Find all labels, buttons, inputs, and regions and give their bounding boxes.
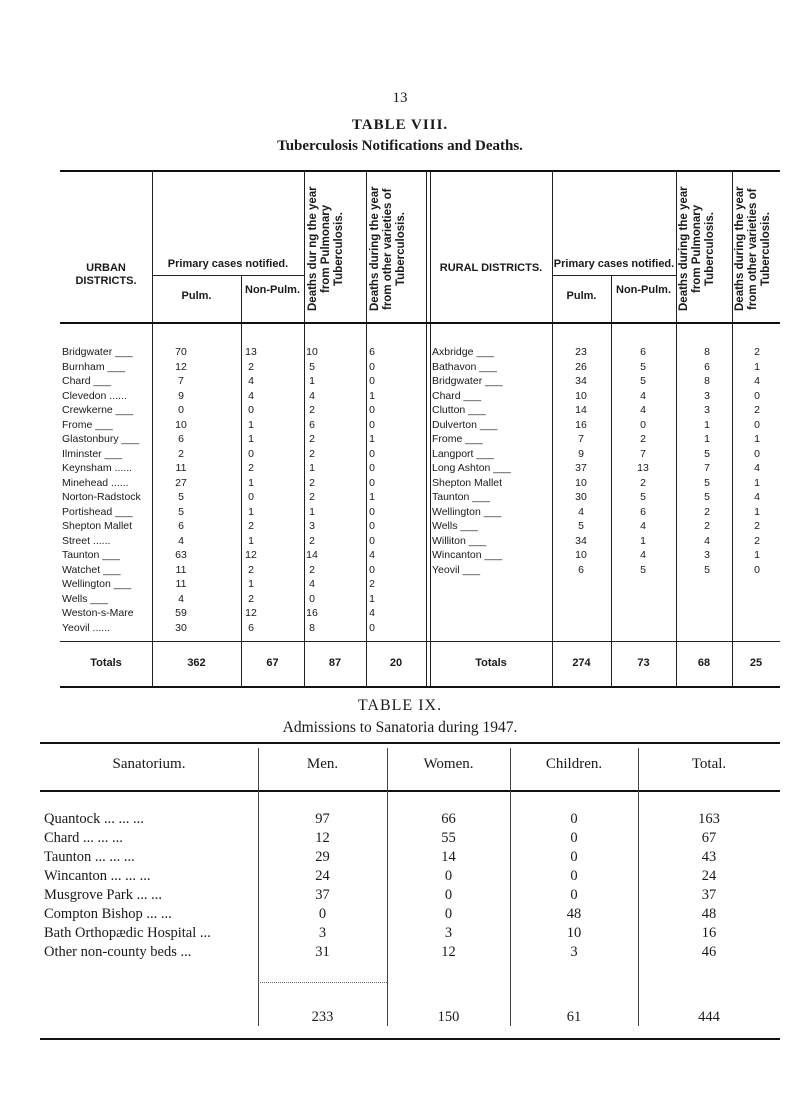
sanatorium-name: Taunton ... ... ... — [44, 849, 135, 865]
table-row — [40, 810, 780, 828]
urban-pulm: 5 — [178, 505, 184, 518]
rural-pulm: 37 — [575, 462, 587, 474]
urban-deaths-pulm: 2 — [309, 563, 315, 576]
rural-nonpulm: 5 — [640, 563, 646, 576]
rural-nonpulm: 0 — [640, 418, 646, 431]
children-count: 0 — [570, 830, 578, 846]
urban-pulm: 63 — [175, 549, 187, 561]
rural-district-name: Dulverton ___ — [432, 418, 498, 431]
rural-deaths-pulm: 1 — [704, 418, 710, 431]
urban-pulm: 2 — [178, 447, 184, 460]
rural-deaths-other: 4 — [754, 375, 760, 387]
urban-pulm: 4 — [178, 534, 184, 547]
urban-deaths-pulm: 10 — [306, 346, 318, 358]
table-row — [60, 622, 780, 634]
table-row — [60, 593, 780, 605]
table9-subtitle: Admissions to Sanatoria during 1947. — [282, 719, 518, 736]
urban-pulm: 6 — [178, 433, 184, 445]
total-deaths-other-left: 20 — [389, 657, 403, 669]
urban-nonpulm: 1 — [248, 418, 254, 431]
urban-deaths-other: 1 — [369, 491, 375, 503]
rural-deaths-other: 0 — [754, 389, 760, 402]
rural-deaths-other: 1 — [754, 360, 760, 373]
rural-deaths-other: 1 — [754, 476, 760, 489]
children-count: 0 — [570, 811, 578, 827]
urban-nonpulm: 2 — [248, 462, 254, 474]
urban-deaths-other: 4 — [369, 607, 375, 619]
total-men: 233 — [311, 1009, 334, 1025]
table-row — [40, 924, 780, 942]
urban-pulm: 10 — [175, 418, 187, 431]
rural-pulm: 5 — [578, 520, 584, 532]
urban-district-name: Minehead ...... — [62, 476, 129, 489]
men-count: 0 — [318, 906, 327, 922]
deaths-other-header-left: Deaths during the year from other varieties of Tuberculosis. — [369, 186, 407, 312]
rural-deaths-pulm: 8 — [704, 346, 710, 358]
nonpulm-header-right: Non-Pulm. — [616, 284, 671, 296]
rural-nonpulm: 4 — [640, 404, 646, 416]
table-row — [60, 375, 780, 387]
urban-deaths-pulm: 1 — [309, 505, 315, 518]
urban-nonpulm: 4 — [248, 375, 254, 387]
children-count: 0 — [570, 868, 578, 884]
rural-deaths-other: 0 — [754, 418, 760, 431]
rural-pulm: 26 — [575, 360, 587, 373]
table-row — [60, 390, 780, 402]
urban-district-name: Chard ___ — [62, 375, 112, 387]
rural-deaths-pulm: 2 — [704, 520, 710, 532]
urban-nonpulm: 0 — [248, 491, 254, 503]
pulm-header-right: Pulm. — [566, 290, 597, 302]
rural-pulm: 16 — [575, 418, 587, 431]
rural-nonpulm: 5 — [640, 491, 646, 503]
table-row — [60, 477, 780, 489]
row-total: 48 — [701, 906, 717, 922]
urban-pulm: 7 — [178, 375, 184, 387]
urban-deaths-other: 0 — [369, 404, 375, 416]
rural-district-name: Frome ___ — [432, 433, 483, 445]
table-row — [60, 419, 780, 431]
table-row — [40, 886, 780, 904]
urban-deaths-pulm: 4 — [309, 578, 315, 590]
urban-nonpulm: 2 — [248, 520, 254, 532]
women-count: 3 — [444, 925, 453, 941]
table-row — [60, 491, 780, 503]
urban-district-name: Keynsham ...... — [62, 462, 133, 474]
rural-pulm: 34 — [575, 534, 587, 547]
total-pulm-right: 274 — [572, 657, 591, 669]
table-row — [40, 943, 780, 961]
urban-deaths-other: 0 — [369, 534, 375, 547]
urban-deaths-pulm: 2 — [309, 534, 315, 547]
urban-nonpulm: 2 — [248, 592, 254, 605]
rural-deaths-pulm: 5 — [704, 447, 710, 460]
deaths-pulm-header-left: Deaths dur ng the year from Pulmonary Tuberculosis. — [307, 186, 345, 312]
urban-deaths-other: 2 — [369, 578, 375, 590]
urban-deaths-pulm: 5 — [309, 360, 315, 373]
table-row — [60, 361, 780, 373]
urban-deaths-other: 6 — [369, 346, 375, 358]
rural-deaths-other: 2 — [754, 534, 760, 547]
rural-district-name: Yeovil ___ — [432, 563, 481, 576]
sanatorium-name: Quantock ... ... ... — [44, 811, 144, 827]
urban-district-name: Wells ___ — [62, 592, 108, 605]
divider — [152, 275, 304, 276]
urban-district-name: Burnham ___ — [62, 360, 126, 373]
urban-pulm: 11 — [175, 462, 187, 474]
urban-district-name: Weston-s-Mare — [62, 607, 134, 619]
urban-deaths-other: 0 — [369, 447, 375, 460]
divider — [40, 790, 780, 792]
urban-deaths-other: 1 — [369, 433, 375, 445]
children-count: 0 — [570, 887, 578, 903]
rural-district-name: Williton ___ — [432, 534, 487, 547]
sanatorium-name: Other non-county beds ... — [44, 944, 192, 960]
rural-pulm: 30 — [575, 491, 587, 503]
table-row — [60, 506, 780, 518]
children-count: 48 — [566, 906, 582, 922]
row-total: 46 — [701, 944, 717, 960]
primary-cases-header-left: Primary cases notified. — [167, 258, 289, 270]
urban-nonpulm: 1 — [248, 578, 254, 590]
totals-label-right: Totals — [475, 657, 507, 669]
urban-district-name: Crewkerne ___ — [62, 404, 134, 416]
men-count: 31 — [315, 944, 330, 960]
urban-district-name: Wellington ___ — [62, 578, 132, 590]
total-women: 150 — [437, 1009, 460, 1025]
rural-deaths-other: 1 — [754, 433, 760, 445]
urban-deaths-pulm: 2 — [309, 404, 315, 416]
rural-deaths-other: 0 — [754, 447, 760, 460]
urban-pulm: 12 — [175, 360, 187, 373]
urban-nonpulm: 12 — [245, 607, 257, 619]
rural-deaths-pulm: 5 — [704, 491, 710, 503]
men-count: 29 — [315, 849, 330, 865]
urban-nonpulm: 6 — [248, 621, 254, 634]
rural-nonpulm: 5 — [640, 360, 646, 373]
rural-deaths-pulm: 7 — [704, 462, 710, 474]
urban-deaths-pulm: 14 — [306, 549, 318, 561]
page-number: 13 — [392, 90, 408, 106]
urban-deaths-other: 0 — [369, 505, 375, 518]
sanatorium-name: Bath Orthopædic Hospital ... — [44, 925, 211, 941]
table9-title: TABLE IX. — [357, 697, 443, 714]
urban-nonpulm: 0 — [248, 447, 254, 460]
urban-district-name: Yeovil ...... — [62, 621, 111, 634]
rural-deaths-other: 2 — [754, 520, 760, 532]
row-total: 163 — [698, 811, 720, 827]
rural-districts-header: RURAL DISTRICTS. — [439, 262, 543, 274]
rural-nonpulm: 6 — [640, 505, 646, 518]
urban-district-name: Ilminster ___ — [62, 447, 123, 460]
rural-deaths-pulm: 8 — [704, 375, 710, 387]
rural-nonpulm: 4 — [640, 389, 646, 402]
total-deaths-pulm-left: 87 — [328, 657, 342, 669]
urban-nonpulm: 1 — [248, 505, 254, 518]
children-header: Children. — [545, 756, 603, 772]
urban-district-name: Portishead ___ — [62, 505, 133, 518]
row-total: 24 — [701, 868, 717, 884]
total-deaths-other-right: 25 — [749, 657, 763, 669]
rural-pulm: 6 — [578, 563, 584, 576]
urban-pulm: 11 — [175, 578, 187, 590]
urban-deaths-pulm: 0 — [309, 592, 315, 605]
rural-deaths-other: 0 — [754, 563, 760, 576]
rural-deaths-other: 1 — [754, 505, 760, 518]
rural-deaths-pulm: 6 — [704, 360, 710, 373]
urban-nonpulm: 1 — [248, 534, 254, 547]
rural-pulm: 10 — [575, 389, 587, 402]
men-count: 37 — [315, 887, 330, 903]
urban-pulm: 6 — [178, 520, 184, 532]
row-total: 67 — [701, 830, 717, 846]
rural-district-name: Chard ___ — [432, 389, 482, 402]
row-total: 37 — [701, 887, 717, 903]
urban-nonpulm: 1 — [248, 476, 254, 489]
rural-nonpulm: 2 — [640, 433, 646, 445]
rural-pulm: 10 — [575, 476, 587, 489]
urban-nonpulm: 13 — [245, 346, 257, 358]
men-header: Men. — [306, 756, 339, 772]
rural-district-name: Wells ___ — [432, 520, 478, 532]
sanatorium-header: Sanatorium. — [112, 756, 186, 772]
rural-deaths-pulm: 4 — [704, 534, 710, 547]
men-count: 97 — [315, 811, 330, 827]
urban-deaths-other: 0 — [369, 418, 375, 431]
urban-deaths-pulm: 6 — [309, 418, 315, 431]
table-row — [40, 829, 780, 847]
row-total: 43 — [701, 849, 717, 865]
rural-pulm: 34 — [575, 375, 587, 387]
deaths-other-header-right: Deaths during the year from other varieties of Tuberculosis. — [734, 186, 772, 312]
table-row — [60, 448, 780, 460]
rural-district-name: Taunton ___ — [432, 491, 490, 503]
urban-deaths-pulm: 2 — [309, 447, 315, 460]
urban-deaths-other: 1 — [369, 389, 375, 402]
urban-deaths-other: 4 — [369, 549, 375, 561]
sanatorium-name: Compton Bishop ... ... — [44, 906, 172, 922]
urban-nonpulm: 0 — [248, 404, 254, 416]
urban-district-name: Clevedon ...... — [62, 389, 127, 402]
table-row — [60, 346, 780, 358]
urban-pulm: 11 — [175, 563, 187, 576]
rural-pulm: 10 — [575, 549, 587, 561]
rural-nonpulm: 7 — [640, 447, 646, 460]
men-count: 24 — [315, 868, 330, 884]
grand-total: 444 — [698, 1009, 720, 1025]
urban-deaths-other: 0 — [369, 520, 375, 532]
table-row — [40, 848, 780, 866]
table-row — [60, 404, 780, 416]
sanatorium-name: Musgrove Park ... ... — [44, 887, 163, 903]
urban-districts-header: URBAN DISTRICTS. — [75, 262, 137, 287]
urban-nonpulm: 2 — [248, 563, 254, 576]
table8-title: TABLE VIII. — [351, 117, 449, 133]
urban-pulm: 30 — [175, 621, 187, 634]
children-count: 10 — [566, 925, 582, 941]
urban-pulm: 5 — [178, 491, 184, 503]
rural-pulm: 7 — [578, 433, 584, 445]
table-row — [40, 867, 780, 885]
urban-deaths-other: 1 — [369, 592, 375, 605]
rural-nonpulm: 5 — [640, 375, 646, 387]
nonpulm-header-left: Non-Pulm. — [245, 284, 300, 296]
total-pulm-left: 362 — [187, 657, 206, 669]
rural-pulm: 14 — [575, 404, 587, 416]
divider — [40, 1038, 780, 1040]
pulm-header-left: Pulm. — [181, 290, 212, 302]
children-count: 3 — [570, 944, 578, 960]
urban-deaths-other: 0 — [369, 476, 375, 489]
men-count: 3 — [318, 925, 327, 941]
urban-district-name: Bridgwater ___ — [62, 346, 133, 358]
rural-nonpulm: 13 — [637, 462, 649, 474]
table8-subtitle: Tuberculosis Notifications and Deaths. — [277, 138, 523, 154]
urban-pulm: 27 — [175, 476, 187, 489]
rural-nonpulm: 2 — [640, 476, 646, 489]
table9-totals-row — [40, 1008, 780, 1026]
table-row — [60, 462, 780, 474]
urban-deaths-other: 0 — [369, 462, 375, 474]
urban-deaths-pulm: 3 — [309, 520, 315, 532]
table-row — [60, 520, 780, 532]
women-count: 0 — [444, 906, 453, 922]
urban-deaths-pulm: 2 — [309, 476, 315, 489]
urban-pulm: 70 — [175, 346, 187, 358]
rural-pulm: 9 — [578, 447, 584, 460]
children-count: 0 — [570, 849, 578, 865]
women-count: 0 — [444, 868, 453, 884]
rural-district-name: Shepton Mallet — [432, 476, 503, 489]
table-row — [60, 564, 780, 576]
rural-deaths-pulm: 2 — [704, 505, 710, 518]
rural-nonpulm: 6 — [640, 346, 646, 358]
rural-district-name: Axbridge ___ — [432, 346, 494, 358]
rural-deaths-pulm: 1 — [704, 433, 710, 445]
totals-label-left: Totals — [90, 657, 122, 669]
urban-deaths-pulm: 8 — [309, 621, 315, 634]
women-header: Women. — [423, 756, 474, 772]
rural-nonpulm: 4 — [640, 520, 646, 532]
urban-deaths-other: 0 — [369, 563, 375, 576]
urban-pulm: 4 — [178, 592, 184, 605]
sanatorium-name: Chard ... ... ... — [44, 830, 123, 846]
rural-district-name: Langport ___ — [432, 447, 494, 460]
rural-deaths-pulm: 3 — [704, 404, 710, 416]
table-row — [40, 905, 780, 923]
rural-district-name: Wincanton ___ — [432, 549, 503, 561]
urban-nonpulm: 2 — [248, 360, 254, 373]
rural-district-name: Wellington ___ — [432, 505, 502, 518]
rural-deaths-other: 2 — [754, 404, 760, 416]
men-count: 12 — [315, 830, 330, 846]
urban-district-name: Norton-Radstock — [62, 491, 141, 503]
women-count: 0 — [444, 887, 453, 903]
urban-pulm: 0 — [178, 404, 184, 416]
women-count: 14 — [441, 849, 456, 865]
rural-pulm: 4 — [578, 505, 584, 518]
urban-deaths-pulm: 1 — [309, 375, 315, 387]
women-count: 55 — [441, 830, 456, 846]
primary-cases-header-right: Primary cases notified. — [553, 258, 675, 270]
urban-deaths-other: 0 — [369, 375, 375, 387]
rural-deaths-pulm: 5 — [704, 563, 710, 576]
total-nonpulm-left: 67 — [266, 657, 279, 669]
table-row — [60, 549, 780, 561]
divider — [258, 982, 387, 983]
divider — [60, 641, 780, 642]
urban-deaths-pulm: 16 — [306, 607, 318, 619]
rural-deaths-pulm: 5 — [704, 476, 710, 489]
row-total: 16 — [701, 925, 717, 941]
urban-district-name: Glastonbury ___ — [62, 433, 140, 445]
table8 — [60, 170, 780, 688]
divider — [60, 322, 780, 324]
table-row — [60, 607, 780, 619]
table-row — [60, 578, 780, 590]
rural-nonpulm: 4 — [640, 549, 646, 561]
urban-deaths-pulm: 1 — [309, 462, 315, 474]
table-row — [60, 535, 780, 547]
urban-nonpulm: 1 — [248, 433, 254, 445]
urban-deaths-other: 0 — [369, 360, 375, 373]
urban-deaths-other: 0 — [369, 621, 375, 634]
table9 — [40, 742, 780, 1042]
table-row — [60, 433, 780, 445]
divider — [40, 742, 780, 744]
women-count: 66 — [441, 811, 456, 827]
deaths-pulm-header-right: Deaths during the year from Pulmonary Tuberculosis. — [678, 186, 716, 312]
urban-pulm: 9 — [178, 389, 184, 402]
rural-deaths-pulm: 3 — [704, 389, 710, 402]
rural-deaths-other: 4 — [754, 491, 760, 503]
urban-district-name: Watchet ___ — [62, 563, 121, 576]
total-children: 61 — [566, 1009, 582, 1025]
urban-deaths-pulm: 2 — [309, 433, 315, 445]
rural-pulm: 23 — [575, 346, 587, 358]
rural-district-name: Bathavon ___ — [432, 360, 497, 373]
rural-deaths-other: 1 — [754, 549, 760, 561]
rural-district-name: Long Ashton ___ — [432, 462, 511, 474]
urban-district-name: Taunton ___ — [62, 549, 120, 561]
rural-deaths-pulm: 3 — [704, 549, 710, 561]
total-nonpulm-right: 73 — [637, 657, 650, 669]
urban-deaths-pulm: 2 — [309, 491, 315, 503]
urban-district-name: Frome ___ — [62, 418, 113, 431]
rural-deaths-other: 2 — [754, 346, 760, 358]
urban-pulm: 59 — [175, 607, 187, 619]
sanatorium-name: Wincanton ... ... ... — [44, 868, 151, 884]
rural-district-name: Bridgwater ___ — [432, 375, 503, 387]
urban-deaths-pulm: 4 — [309, 389, 315, 402]
urban-nonpulm: 12 — [245, 549, 257, 561]
total-header: Total. — [691, 756, 727, 772]
rural-nonpulm: 1 — [640, 534, 646, 547]
urban-nonpulm: 4 — [248, 389, 254, 402]
total-deaths-pulm-right: 68 — [697, 657, 711, 669]
divider — [552, 275, 676, 276]
rural-district-name: Clutton ___ — [432, 404, 486, 416]
urban-district-name: Street ...... — [62, 534, 111, 547]
rural-deaths-other: 4 — [754, 462, 760, 474]
women-count: 12 — [441, 944, 456, 960]
urban-district-name: Shepton Mallet — [62, 520, 133, 532]
